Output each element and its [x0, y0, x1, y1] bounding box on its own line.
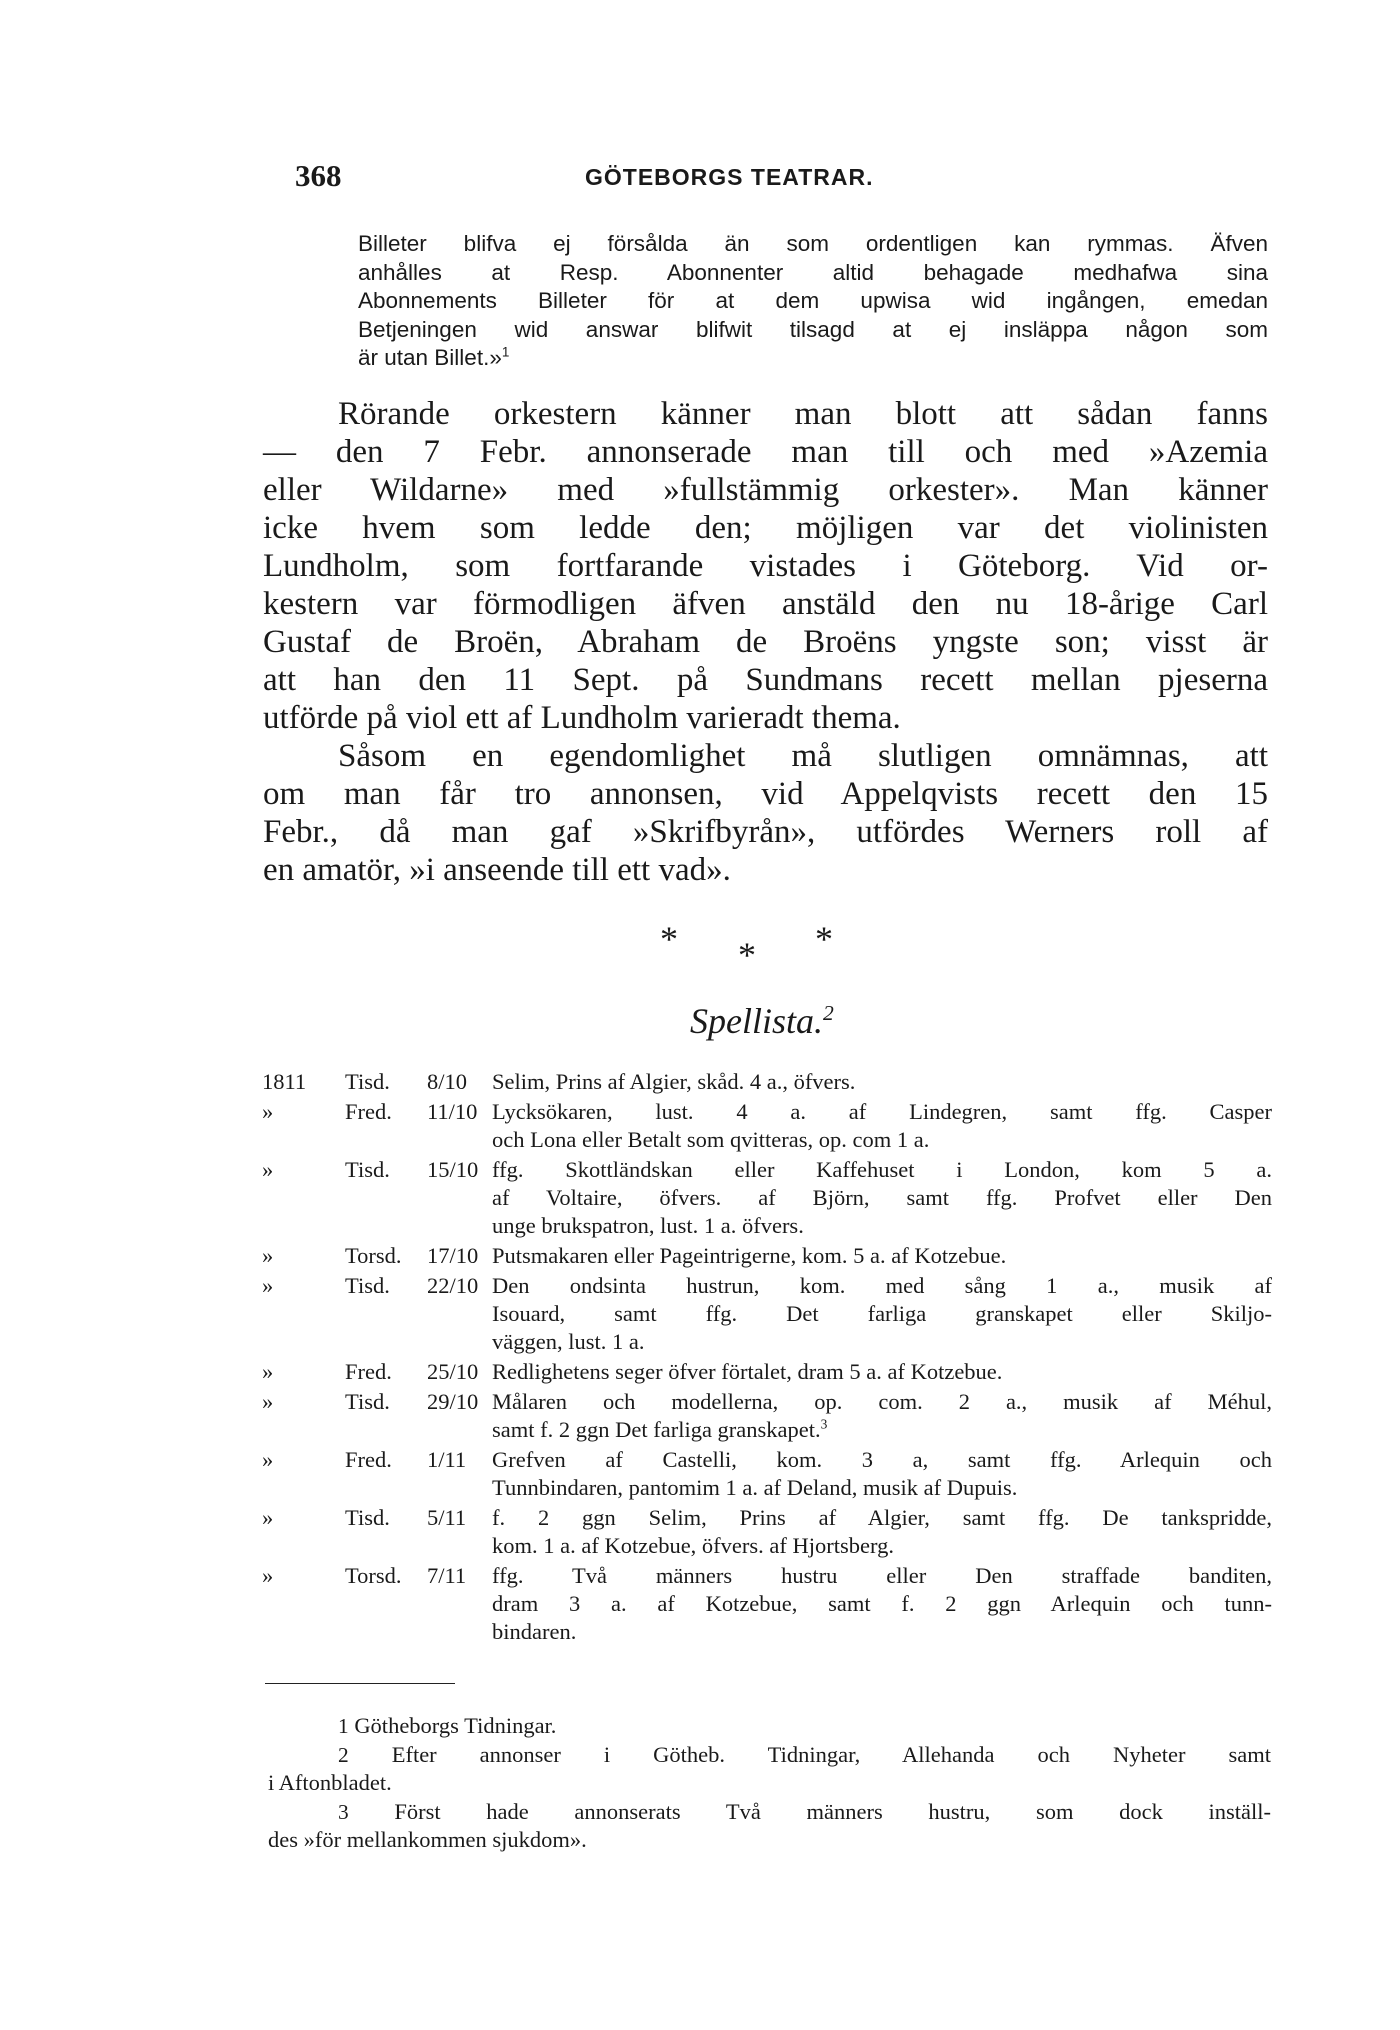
play-line-text: f. 2 ggn Selim, Prins af Algier, samt ffg. De tankspridde, — [492, 1505, 1272, 1530]
play-line-text: af Voltaire, öfvers. af Björn, samt ffg. Profvet eller Den — [492, 1185, 1272, 1210]
footnote-ref-1: 1 — [501, 344, 510, 360]
play-line — [492, 1532, 1272, 1560]
play-description — [492, 1272, 1272, 1356]
body-line: Gustaf de Broën, Abraham de Broëns yngste son; visst är — [263, 624, 1268, 660]
body-line: Såsom en egendomlighet må slutligen omnämnas, att — [338, 738, 1268, 774]
play-weekday: Tisd. — [345, 1389, 390, 1414]
play-weekday: Tisd. — [345, 1069, 390, 1094]
quote-line-text: är utan Billet.» — [358, 345, 502, 370]
body-line: om man får tro annonsen, vid Appelqvists recett den 15 — [263, 776, 1268, 812]
play-description — [492, 1388, 1272, 1444]
play-year: » — [262, 1243, 274, 1268]
footnote-number: 1 — [338, 1714, 349, 1738]
play-weekday: Torsd. — [345, 1243, 402, 1268]
play-line-text: unge brukspatron, lust. 1 a. öfvers. — [492, 1213, 804, 1238]
quote-line: Abonnements Billeter för at dem upwisa wid ingången, emedan — [358, 288, 1268, 313]
play-description — [492, 1358, 1272, 1386]
play-line — [492, 1272, 1272, 1300]
play-line — [492, 1126, 1272, 1154]
play-weekday: Tisd. — [345, 1157, 390, 1182]
play-entry — [262, 1242, 1272, 1270]
play-year: » — [262, 1157, 274, 1182]
play-date: 7/11 — [427, 1563, 467, 1588]
play-date: 17/10 — [427, 1243, 479, 1268]
play-line — [492, 1328, 1272, 1356]
footnote-line — [268, 1826, 1271, 1855]
footnote-line — [268, 1741, 1271, 1770]
footnote-text: i Aftonbladet. — [268, 1770, 392, 1795]
body-line: en amatör, »i anseende till ett vad». — [263, 852, 731, 888]
footnote-rule — [265, 1683, 455, 1684]
play-line-text: Isouard, samt ffg. Det farliga granskapet eller Skiljo- — [492, 1301, 1272, 1326]
play-date: 15/10 — [427, 1157, 479, 1182]
play-line-text: Redlighetens seger öfver förtalet, dram 5 a. af Kotzebue. — [492, 1359, 1003, 1384]
footnotes — [268, 1712, 1271, 1855]
play-year: » — [262, 1563, 274, 1588]
divider-star: * — [738, 935, 756, 975]
section-divider — [660, 918, 880, 975]
play-entry — [262, 1098, 1272, 1154]
play-line-text: dram 3 a. af Kotzebue, samt f. 2 ggn Arlequin och tunn- — [492, 1591, 1272, 1616]
quote-line: Billeter blifva ej försålda än som ordentligen kan rymmas. Äfven — [358, 231, 1268, 256]
footnote-line — [268, 1712, 1271, 1741]
footnote-line — [268, 1769, 1271, 1798]
body-line: utförde på viol ett af Lundholm varieradt thema. — [263, 700, 901, 736]
play-line-text: Tunnbindaren, pantomim 1 a. af Deland, musik af Dupuis. — [492, 1475, 1018, 1500]
play-weekday: Torsd. — [345, 1563, 402, 1588]
body-line: Rörande orkestern känner man blott att sådan fanns — [338, 396, 1268, 432]
footnote-text: des »för mellankommen sjukdom». — [268, 1827, 587, 1852]
divider-star: * — [660, 919, 678, 959]
play-line-text: ffg. Två männers hustru eller Den straffade banditen, — [492, 1563, 1272, 1588]
play-year: » — [262, 1099, 274, 1124]
play-line — [492, 1184, 1272, 1212]
play-year: » — [262, 1447, 274, 1472]
play-entry — [262, 1272, 1272, 1356]
play-line-text: Lycksökaren, lust. 4 a. af Lindegren, samt ffg. Casper — [492, 1099, 1272, 1124]
footnote-text: Först hade annonserats Två männers hustru, som dock inställ- — [394, 1798, 1272, 1824]
play-weekday: Tisd. — [345, 1273, 390, 1298]
play-weekday: Fred. — [345, 1447, 392, 1472]
play-line-text: samt f. 2 ggn Det farliga granskapet. — [492, 1417, 821, 1442]
play-line-text: väggen, lust. 1 a. — [492, 1329, 645, 1354]
play-year: » — [262, 1359, 274, 1384]
play-list — [262, 1068, 1272, 1648]
body-line: kestern var förmodligen äfven anstäld den nu 18-årige Carl — [263, 586, 1268, 622]
section-title: Spellista. — [690, 1001, 823, 1041]
play-weekday: Fred. — [345, 1099, 392, 1124]
play-line-text: Selim, Prins af Algier, skåd. 4 a., öfvers. — [492, 1069, 856, 1094]
play-entry — [262, 1358, 1272, 1386]
quoted-notice — [358, 230, 1268, 373]
body-line: Lundholm, som fortfarande vistades i Göteborg. Vid or- — [263, 548, 1268, 584]
play-line-text: och Lona eller Betalt som qvitteras, op. com 1 a. — [492, 1127, 930, 1152]
body-line: eller Wildarne» med »fullstämmig orkester». Man känner — [263, 472, 1268, 508]
body-text — [263, 395, 1268, 889]
quote-line — [358, 344, 1268, 373]
play-line-text: bindaren. — [492, 1619, 577, 1644]
footnote-number: 3 — [338, 1799, 349, 1824]
play-date: 22/10 — [427, 1273, 479, 1298]
play-description — [492, 1068, 1272, 1096]
play-line — [492, 1358, 1272, 1386]
play-year: » — [262, 1389, 274, 1414]
section-heading — [690, 1000, 834, 1042]
play-date: 29/10 — [427, 1389, 479, 1414]
play-line — [492, 1446, 1272, 1474]
play-line-text: Den ondsinta hustrun, kom. med sång 1 a., musik af — [492, 1273, 1272, 1298]
body-line: — den 7 Febr. annonserade man till och med »Azemia — [263, 434, 1268, 470]
play-line — [492, 1590, 1272, 1618]
page-number: 368 — [295, 158, 342, 193]
quote-line: anhålles at Resp. Abonnenter altid behagade medhafwa sina — [358, 259, 1268, 285]
play-date: 8/10 — [427, 1069, 468, 1094]
play-weekday: Fred. — [345, 1359, 392, 1384]
play-weekday: Tisd. — [345, 1505, 390, 1530]
play-line — [492, 1156, 1272, 1184]
play-date: 11/10 — [427, 1099, 478, 1124]
footnote-number: 2 — [338, 1742, 349, 1767]
play-description — [492, 1098, 1272, 1154]
body-line: att han den 11 Sept. på Sundmans recett mellan pjeserna — [263, 662, 1268, 698]
page-header — [295, 158, 1255, 202]
footnote-line — [268, 1798, 1271, 1827]
play-line — [492, 1068, 1272, 1096]
play-entry — [262, 1156, 1272, 1240]
play-entry — [262, 1504, 1272, 1560]
play-entry — [262, 1446, 1272, 1502]
play-entry — [262, 1562, 1272, 1646]
play-description — [492, 1446, 1272, 1502]
footnote-ref-3: 3 — [820, 1416, 828, 1432]
play-entry — [262, 1068, 1272, 1096]
play-line — [492, 1504, 1272, 1532]
quote-line: Betjeningen wid answar blifwit tilsagd at ej insläppa någon som — [358, 316, 1268, 342]
play-description — [492, 1562, 1272, 1646]
footnote-text: Götheborgs Tidningar. — [354, 1713, 557, 1738]
divider-star: * — [815, 919, 833, 959]
play-line — [492, 1416, 1272, 1444]
play-entry — [262, 1388, 1272, 1444]
play-line-text: Grefven af Castelli, kom. 3 a, samt ffg. Arlequin och — [492, 1447, 1272, 1472]
body-line: icke hvem som ledde den; möjligen var det violinisten — [263, 510, 1268, 546]
play-year: 1811 — [262, 1069, 307, 1094]
play-line — [492, 1300, 1272, 1328]
play-description — [492, 1504, 1272, 1560]
play-line — [492, 1242, 1272, 1270]
play-line — [492, 1618, 1272, 1646]
play-line-text: kom. 1 a. af Kotzebue, öfvers. af Hjortsberg. — [492, 1533, 894, 1558]
play-date: 25/10 — [427, 1359, 479, 1384]
play-line-text: ffg. Skottländskan eller Kaffehuset i London, kom 5 a. — [492, 1157, 1272, 1182]
play-date: 5/11 — [427, 1505, 467, 1530]
play-description — [492, 1242, 1272, 1270]
play-line — [492, 1562, 1272, 1590]
play-line-text: Målaren och modellerna, op. com. 2 a., musik af Méhul, — [492, 1389, 1272, 1414]
play-line — [492, 1098, 1272, 1126]
play-date: 1/11 — [427, 1447, 467, 1472]
play-line-text: Putsmakaren eller Pageintrigerne, kom. 5 a. af Kotzebue. — [492, 1243, 1007, 1268]
running-title: GÖTEBORGS TEATRAR. — [585, 164, 874, 190]
play-line — [492, 1388, 1272, 1416]
play-year: » — [262, 1273, 274, 1298]
play-description — [492, 1156, 1272, 1240]
play-line — [492, 1474, 1272, 1502]
footnote-ref-2: 2 — [823, 1001, 834, 1025]
play-line — [492, 1212, 1272, 1240]
body-line: Febr., då man gaf »Skrifbyrån», utfördes Werners roll af — [263, 814, 1268, 850]
play-year: » — [262, 1505, 274, 1530]
footnote-text: Efter annonser i Götheb. Tidningar, Allehanda och Nyheter samt — [391, 1741, 1271, 1767]
